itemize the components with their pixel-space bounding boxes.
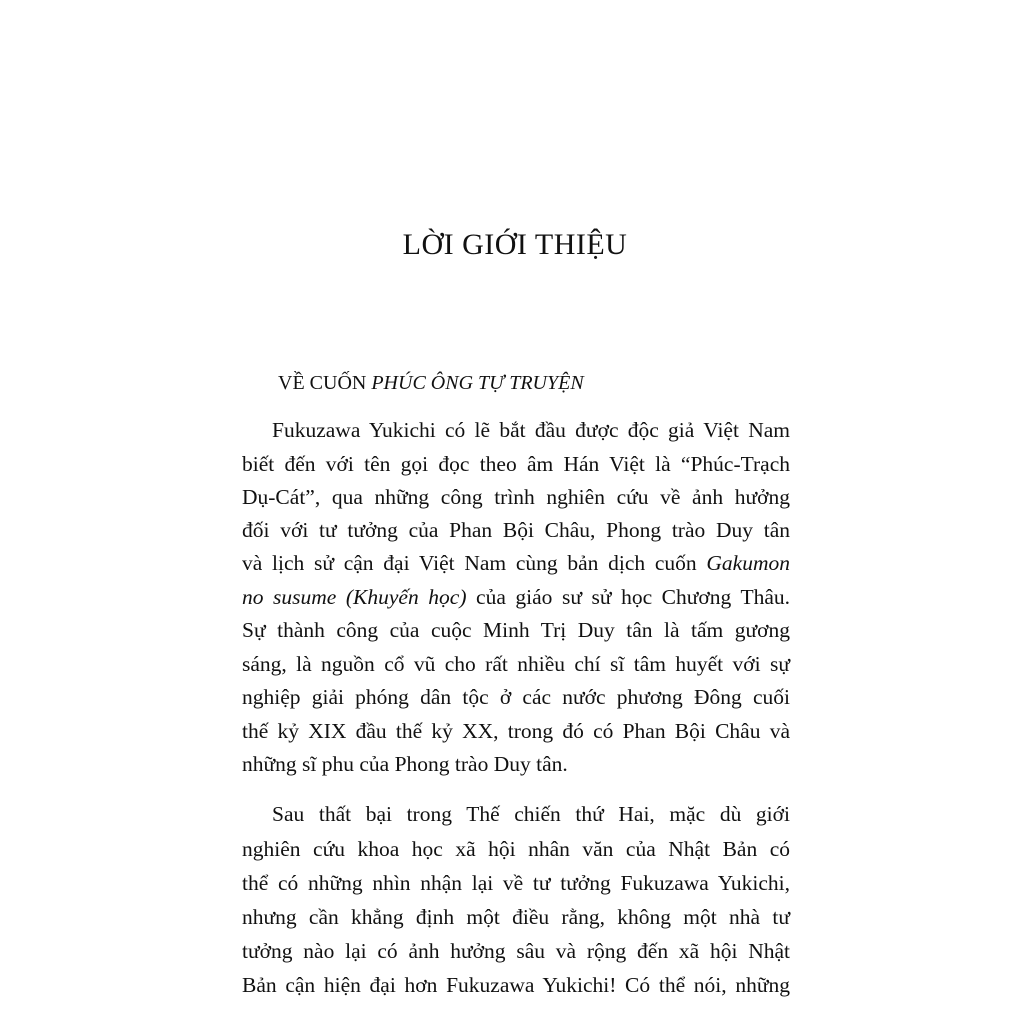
paragraph-1-line <box>242 587 790 609</box>
section-heading-book-title: PHÚC ÔNG TỰ TRUYỆN <box>371 372 584 394</box>
book-title-susume: no susume (Khuyến học) <box>242 585 467 609</box>
paragraph-1-text: và lịch sử cận đại Việt Nam cùng bản dịch cuốn <box>242 551 707 575</box>
paragraph-2-line: Sau thất bại trong Thế chiến thứ Hai, mặc dù giới <box>272 802 790 826</box>
paragraph-1-line: Fukuzawa Yukichi có lẽ bắt đầu được độc giả Việt Nam <box>272 418 790 442</box>
paragraph-1-text: của giáo sư sử học Chương Thâu. <box>466 585 790 609</box>
section-heading-prefix: VỀ CUỐN <box>278 372 372 394</box>
section-heading <box>278 372 584 395</box>
paragraph-1-line: nghiệp giải phóng dân tộc ở các nước phương Đông cuối <box>242 685 790 709</box>
paragraph-2-line: Bản cận hiện đại hơn Fukuzawa Yukichi! Có thể nói, những <box>242 973 790 997</box>
paragraph-1-line <box>242 553 790 575</box>
paragraph-1-line: Dụ-Cát”, qua những công trình nghiên cứu về ảnh hưởng <box>242 485 790 509</box>
paragraph-2-line: thể có những nhìn nhận lại về tư tưởng Fukuzawa Yukichi, <box>242 871 790 895</box>
paragraph-1-line: đối với tư tưởng của Phan Bội Châu, Phong trào Duy tân <box>242 518 790 542</box>
book-title-gakumon: Gakumon <box>706 551 790 575</box>
paragraph-1-line: Sự thành công của cuộc Minh Trị Duy tân là tấm gương <box>242 618 790 642</box>
paragraph-1-line: biết đến với tên gọi đọc theo âm Hán Việt là “Phúc-Trạch <box>242 452 790 476</box>
paragraph-1-line: thế kỷ XIX đầu thế kỷ XX, trong đó có Phan Bội Châu và <box>242 719 790 743</box>
paragraph-1-line: sáng, là nguồn cổ vũ cho rất nhiều chí sĩ tâm huyết với sự <box>242 652 790 676</box>
paragraph-2-line: tưởng nào lại có ảnh hưởng sâu và rộng đến xã hội Nhật <box>242 939 790 963</box>
chapter-title: LỜI GIỚI THIỆU <box>402 228 628 261</box>
paragraph-1-line: những sĩ phu của Phong trào Duy tân. <box>242 752 568 776</box>
paragraph-2-line: nhưng cần khẳng định một điều rằng, không một nhà tư <box>242 905 790 929</box>
paragraph-2-line: nghiên cứu khoa học xã hội nhân văn của Nhật Bản có <box>242 837 790 861</box>
